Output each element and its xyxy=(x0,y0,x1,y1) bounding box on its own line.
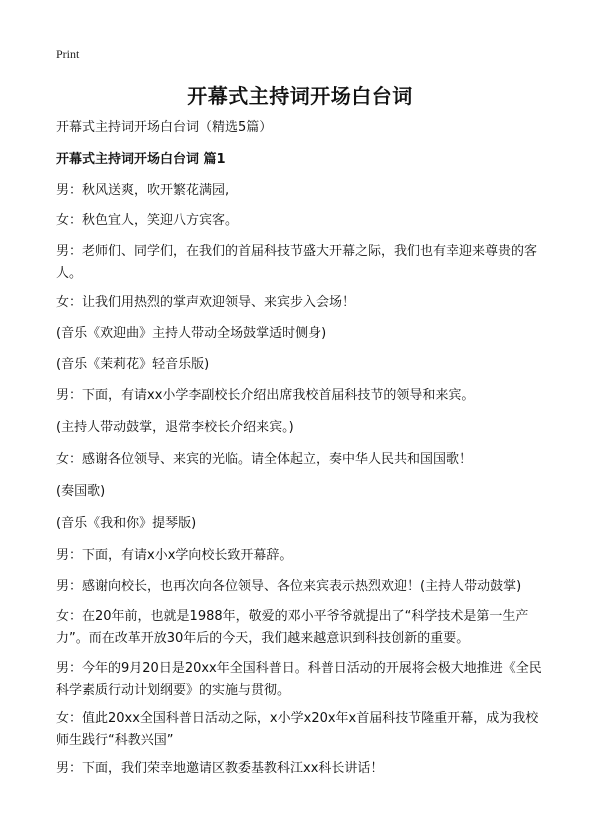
print-link[interactable]: Print xyxy=(56,47,80,61)
paragraph-16: 女：值此20xx全国科普日活动之际，x小学x20x年x首届科技节隆重开幕，成为我校师生践行“科教兴国” xyxy=(56,711,539,748)
paragraph-6: (音乐《茉莉花》轻音乐版) xyxy=(56,357,210,372)
document-subtitle: 开幕式主持词开场白台词（精选5篇） xyxy=(56,120,273,135)
paragraph-4: 女：让我们用热烈的掌声欢迎领导、来宾步入会场！ xyxy=(56,295,356,310)
document-title: 开幕式主持词开场白台词 xyxy=(187,84,413,108)
paragraph-3: 男：老师们、同学们，在我们的首届科技节盛大开幕之际，我们也有幸迎来尊贵的客人。 xyxy=(56,244,538,281)
paragraph-13: 男：感谢向校长，也再次向各位领导、各位来宾表示热烈欢迎！(主持人带动鼓掌) xyxy=(56,579,522,594)
paragraph-11: (音乐《我和你》提琴版) xyxy=(56,516,197,531)
paragraph-12: 男：下面，有请x小x学向校长致开幕辞。 xyxy=(56,548,293,563)
paragraph-2: 女：秋色宜人，笑迎八方宾客。 xyxy=(56,213,239,228)
paragraph-10: (奏国歌) xyxy=(56,484,106,499)
paragraph-9: 女：感谢各位领导、来宾的光临。请全体起立，奏中华人民共和国国歌！ xyxy=(56,452,473,467)
paragraph-17: 男：下面，我们荣幸地邀请区教委基教科江xx科长讲话！ xyxy=(56,761,384,776)
paragraph-5: (音乐《欢迎曲》主持人带动全场鼓掌适时侧身) xyxy=(56,326,327,341)
section-heading: 开幕式主持词开场白台词 篇1 xyxy=(56,152,226,167)
paragraph-14: 女：在20年前，也就是1988年，敬爱的邓小平爷爷就提出了“科学技术是第一生产力”。而在改革开放30年后的今天，我们越来越意识到科技创新的重要。 xyxy=(56,609,529,646)
paragraph-15: 男：今年的9月20日是20xx年全国科普日。科普日活动的开展将会极大地推进《全民科学素质行动计划纲要》的实施与贯彻。 xyxy=(56,661,542,698)
paragraph-1: 男：秋风送爽，吹开繁花满园, xyxy=(56,183,230,198)
paragraph-8: (主持人带动鼓掌，退常李校长介绍来宾。) xyxy=(56,420,294,435)
paragraph-7: 男：下面，有请xx小学李副校长介绍出席我校首届科技节的领导和来宾。 xyxy=(56,388,475,403)
